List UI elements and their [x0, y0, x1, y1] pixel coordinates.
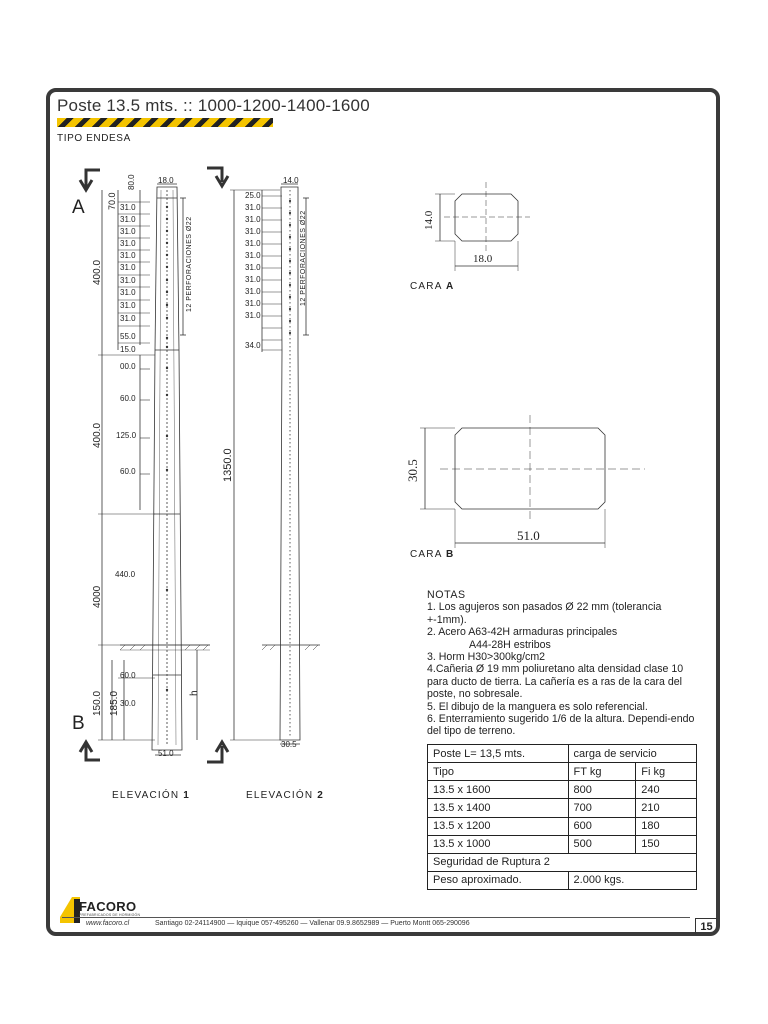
section-a-label: A: [72, 197, 85, 218]
cara-b-height: 30.5: [405, 459, 420, 482]
elev2-spacing: 31.0: [245, 299, 261, 308]
table-cell: Tipo: [428, 763, 569, 781]
table-row: [428, 835, 697, 853]
page-title: Poste 13.5 mts. :: 1000-1200-1400-1600: [57, 96, 370, 115]
table-cell: 210: [636, 799, 697, 817]
cara-a-width: 18.0: [473, 253, 493, 265]
table-cell: 180: [636, 817, 697, 835]
elev2-base-width: 30.5: [281, 740, 297, 749]
table-header-row: [428, 745, 697, 763]
table-cell: 800: [568, 781, 636, 799]
elev1-dim-60c: 60.0: [120, 671, 136, 680]
elev1-seg-400b: 400.0: [92, 422, 103, 448]
elev2-total: 1350.0: [222, 448, 234, 482]
table-cell: 700: [568, 799, 636, 817]
elev1-seg-400a: 400.0: [92, 259, 103, 285]
elev1-dim-60a: 60.0: [120, 394, 136, 403]
elev1-top-dim: 80.0: [127, 174, 136, 190]
footer-contacts: Santiago 02-24114900 — Iquique 057-495260 — Vallenar 09.9.8652989 — Puerto Montt 065-290096: [155, 920, 470, 927]
note-item: 6. Enterramiento sugerido 1/6 de la altura. Dependi-endo del tipo de terreno.: [427, 713, 695, 738]
cara-a-caption: CARA A: [410, 281, 455, 292]
cara-b-width: 51.0: [517, 528, 540, 543]
elev1-spacing: 31.0: [120, 276, 136, 285]
elev1-dim-00: 00.0: [120, 362, 136, 371]
table-row: [428, 817, 697, 835]
table-row: [428, 799, 697, 817]
table-cell: 13.5 x 1400: [428, 799, 569, 817]
spec-table: [427, 744, 697, 890]
elev1-spacing: 31.0: [120, 301, 136, 310]
elev1-dim-125: 125.0: [116, 431, 137, 440]
elev2-spacing: 31.0: [245, 275, 261, 284]
elev1-dim-60b: 60.0: [120, 467, 136, 476]
table-cell: 150: [636, 835, 697, 853]
note-item: 4.Cañeria Ø 19 mm poliuretano alta densidad clase 10 para ducto de tierra. La cañería es a ras de la cara del poste, no sobresale.: [427, 663, 684, 701]
elev1-dim-55: 55.0: [120, 332, 136, 341]
notes-heading: NOTAS: [427, 589, 466, 601]
page-number: 15: [695, 918, 717, 934]
table-cell: 600: [568, 817, 636, 835]
table-cell: 500: [568, 835, 636, 853]
elev1-spacing: 31.0: [120, 263, 136, 272]
elev2-caption: ELEVACIÓN 2: [246, 790, 325, 801]
elev1-seg-150: 150.0: [92, 690, 103, 716]
elev1-spacing: 31.0: [120, 203, 136, 212]
elev2-spacing: 31.0: [245, 203, 261, 212]
elev1-caption: ELEVACIÓN 1: [112, 790, 191, 801]
table-header-cell: Poste L= 13,5 mts.: [428, 745, 569, 763]
table-row: [428, 853, 697, 871]
footer-divider: [62, 917, 690, 918]
elev2-spacing: 31.0: [245, 287, 261, 296]
table-cell: FT kg: [568, 763, 636, 781]
section-b-label: B: [72, 713, 85, 734]
note-item: 3. Horm H30>300kg/cm2: [427, 651, 546, 664]
elev2-spacing: 31.0: [245, 227, 261, 236]
elev2-spacing: 31.0: [245, 311, 261, 320]
table-row: [428, 781, 697, 799]
elev1-dim-440: 440.0: [115, 570, 136, 579]
table-cell: 13.5 x 1000: [428, 835, 569, 853]
cara-a-height: 14.0: [423, 210, 435, 230]
elev2-perforation-note: 12 PERFORACIONES Ø22: [300, 210, 307, 306]
elev1-dim-30: 30.0: [120, 699, 136, 708]
table-cell: 13.5 x 1600: [428, 781, 569, 799]
page-subtitle: TIPO ENDESA: [57, 133, 131, 144]
elev1-seg-4000: 4000: [92, 585, 103, 608]
table-cell: 240: [636, 781, 697, 799]
table-header-cell: carga de servicio: [568, 745, 696, 763]
note-item: 1. Los agujeros son pasados Ø 22 mm (tolerancia +-1mm).: [427, 601, 662, 626]
elev1-perforation-note: 12 PERFORACIONES Ø22: [186, 216, 193, 312]
note-item: 2. Acero A63-42H armaduras principales: [427, 626, 618, 639]
table-subheader-row: [428, 763, 697, 781]
elev1-dim-70: 70.0: [107, 192, 117, 210]
elev1-base-width: 51.0: [158, 749, 174, 758]
seguridad-cell: Seguridad de Ruptura 2: [428, 853, 697, 871]
brand-subtitle: PREFABRICADOS DE HORMIGÓN: [79, 913, 141, 917]
peso-value-cell: 2.000 kgs.: [568, 871, 696, 889]
elev2-last: 34.0: [245, 341, 261, 350]
elev1-dim-15: 15.0: [120, 345, 136, 354]
table-row: [428, 871, 697, 889]
elev1-top-width: 18.0: [158, 176, 174, 185]
table-cell: 13.5 x 1200: [428, 817, 569, 835]
note-item: A44-28H estribos: [469, 638, 551, 651]
elev2-spacing: 31.0: [245, 239, 261, 248]
elev1-spacing: 31.0: [120, 314, 136, 323]
table-cell: Fi kg: [636, 763, 697, 781]
elev2-spacing: 31.0: [245, 251, 261, 260]
elev1-spacing: 31.0: [120, 215, 136, 224]
elev1-seg-185: 185.0: [109, 690, 120, 716]
cara-b-caption: CARA B: [410, 549, 455, 560]
elev1-spacing: 31.0: [120, 227, 136, 236]
elev1-spacing: 31.0: [120, 251, 136, 260]
elev1-h: h: [189, 690, 200, 696]
peso-label-cell: Peso aproximado.: [428, 871, 569, 889]
elev2-first: 25.0: [245, 191, 261, 200]
note-item: 5. El dibujo de la manguera es solo referencial.: [427, 700, 648, 713]
brand-name: FACORO: [79, 899, 137, 914]
elev1-spacing: 31.0: [120, 288, 136, 297]
elev2-spacing: 31.0: [245, 263, 261, 272]
footer-url-link[interactable]: www.facoro.cl: [86, 920, 130, 927]
elev2-top-width: 14.0: [283, 176, 299, 185]
notes-block: [427, 589, 697, 738]
elev1-spacing: 31.0: [120, 239, 136, 248]
elev2-spacing: 31.0: [245, 215, 261, 224]
